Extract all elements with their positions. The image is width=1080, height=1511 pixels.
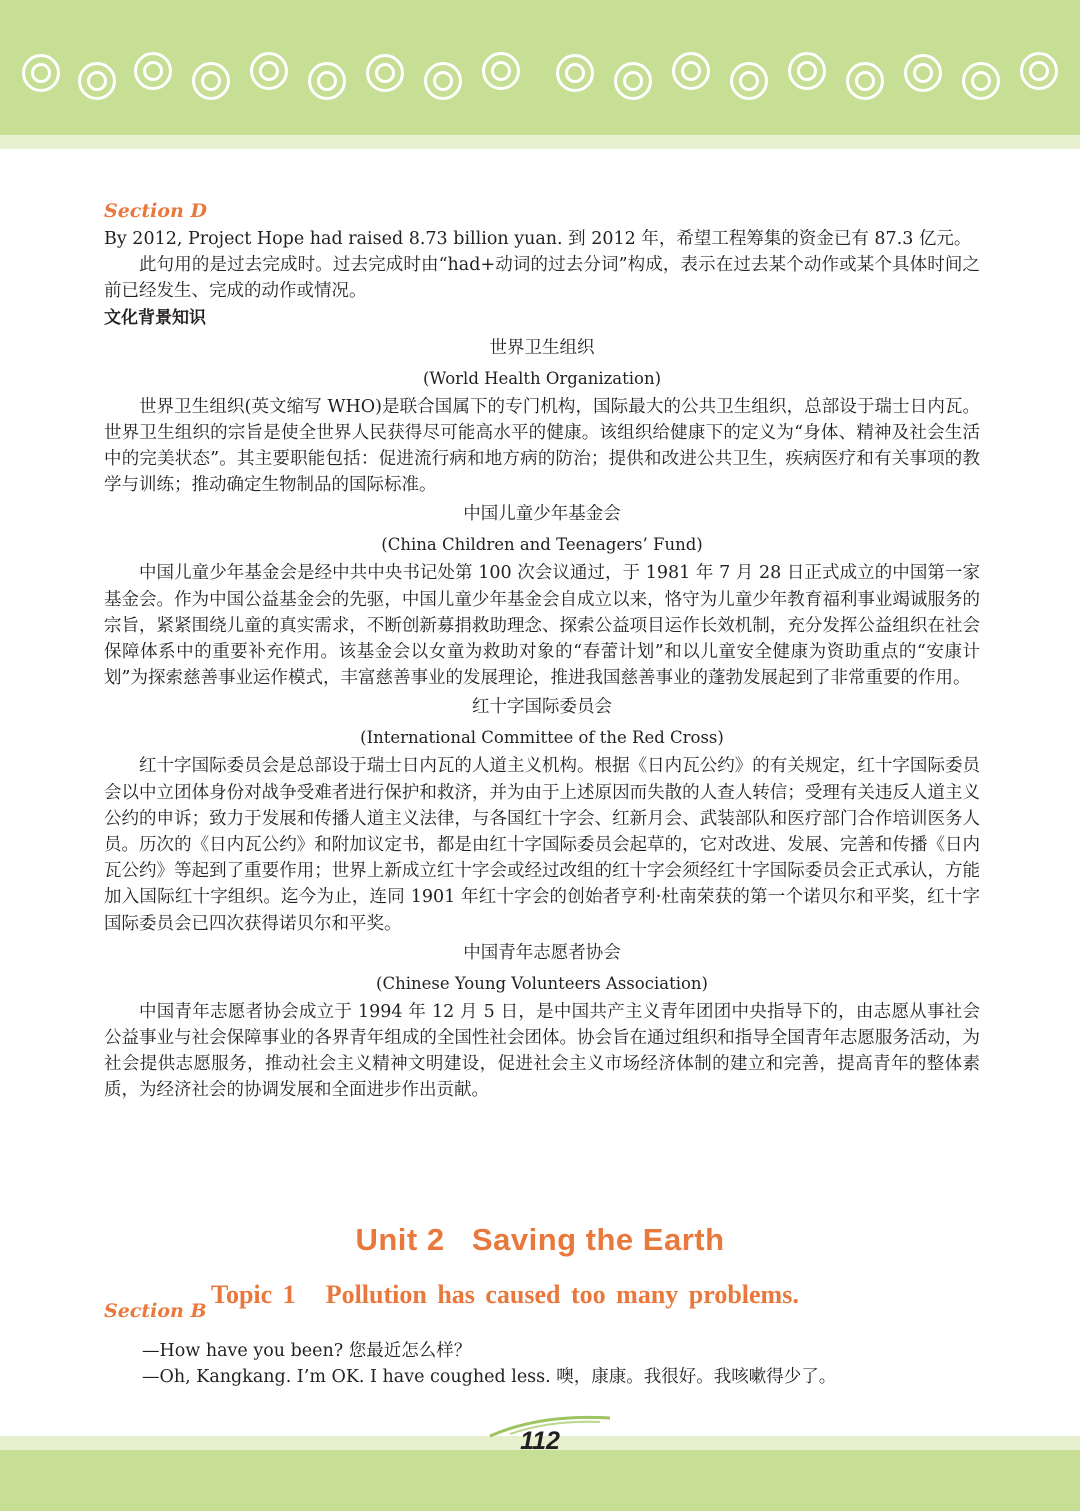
ring-decoration-icon xyxy=(904,54,942,92)
topic-title xyxy=(211,1280,799,1310)
org-title-who: 世界卫生组织 xyxy=(489,337,595,358)
ring-decoration-icon xyxy=(482,52,520,90)
org-en-cctf: (China Children and Teenagers’ Fund) xyxy=(381,535,703,555)
ring-decoration-icon xyxy=(1020,52,1058,90)
org-body-cyva: 中国青年志愿者协会成立于 1994 年 12 月 5 日，是中国共产主义青年团团中央指导下的，由志愿从事社会公益事业与社会保障事业的各界青年组成的全国性社会团体。协会旨在通过组织和指导全国青年志愿服务活动，为社会提供志愿服务，推动社会主义精神文明建设，促进社会主义市场经济体制的建立和完善，提高青年的整体素质，为经济社会的协调发展和全面进步作出贡献。 xyxy=(104,1001,980,1101)
topic-label: Topic 1 xyxy=(211,1280,296,1309)
org-title-icrc: 红十字国际委员会 xyxy=(472,697,612,718)
ring-decoration-icon xyxy=(424,62,462,100)
top-banner xyxy=(0,0,1080,135)
org-en-icrc: (International Committee of the Red Cross) xyxy=(360,728,724,748)
section-d-explanation: 此句用的是过去完成时。过去完成时由“had+动词的过去分词”构成，表示在过去某个动作或某个具体时间之前已经发生、完成的动作或情况。 xyxy=(104,255,980,302)
org-en-cyva: (Chinese Young Volunteers Association) xyxy=(376,973,708,993)
org-body-who: 世界卫生组织(英文缩写 WHO)是联合国属下的专门机构，国际最大的公共卫生组织，总部设于瑞士日内瓦。世界卫生组织的宗旨是使全世界人民获得尽可能高水平的健康。该组织给健康下的定义为“身体、精神及社会生活中的完美状态”。其主要职能包括：促进流行病和地方病的防治；提供和改进公共卫生，疾病医疗和有关事项的教学与训练；推动确定生物制品的国际标准。 xyxy=(104,396,980,496)
ring-decoration-icon xyxy=(962,62,1000,100)
org-body-cctf: 中国儿童少年基金会是经中共中央书记处第 100 次会议通过，于 1981 年 7 月 28 日正式成立的中国第一家基金会。作为中国公益基金会的先驱，中国儿童少年基金会自成立以来，恪守为儿童少年教育福利事业竭诚服务的宗旨，紧紧围绕儿童的真实需求，不断创新募捐救助理念、探索公益项目运作长效机制，充分发挥公益组织在社会保障体系中的重要补充作用。该基金会以女童为救助对象的“春蕾计划”和以儿童安全健康为资助重点的“安康计划”为探索慈善事业运作模式，丰富慈善事业的发展理论，推进我国慈善事业的蓬勃发展起到了非常重要的作用。 xyxy=(104,563,980,689)
ring-decoration-icon xyxy=(556,54,594,92)
org-en-who: (World Health Organization) xyxy=(422,368,662,388)
ring-decoration-icon xyxy=(614,62,652,100)
ring-decoration-icon xyxy=(846,62,884,100)
section-b-heading: Section B xyxy=(104,1300,207,1322)
dialog-line: —How have you been? 您最近怎么样？ xyxy=(142,1341,472,1361)
ring-decoration-icon xyxy=(22,54,60,92)
section-d-sentence: By 2012, Project Hope had raised 8.73 billion yuan. 到 2012 年，希望工程筹集的资金已有 87.3 亿元。 xyxy=(104,229,972,249)
ring-decoration-icon xyxy=(78,62,116,100)
ring-decoration-icon xyxy=(250,52,288,90)
ring-decoration-icon xyxy=(788,52,826,90)
ring-decoration-icon xyxy=(192,62,230,100)
main-content xyxy=(104,196,980,1104)
org-title-cctf: 中国儿童少年基金会 xyxy=(463,504,621,525)
org-body-icrc: 红十字国际委员会是总部设于瑞士日内瓦的人道主义机构。根据《日内瓦公约》的有关规定，红十字国际委员会以中立团体身份对战争受难者进行保护和救济，并为由于上述原因而失散的人查人转信；受理有关违反人道主义公约的申诉；致力于发展和传播人道主义法律，与各国红十字会、红新月会、武装部队和医疗部门合作培训医务人员。历次的《日内瓦公约》和附加议定书，都是由红十字国际委员会起草的，它对改进、发展、完善和传播《日内瓦公约》等起到了重要作用；世界上新成立红十字会或经过改组的红十字会须经红十字国际委员会正式承认，方能加入国际红十字组织。迄今为止，连同 1901 年红十字会的创始者亨利·杜南荣获的第一个诺贝尔和平奖，红十字国际委员会已四次获得诺贝尔和平奖。 xyxy=(104,756,980,934)
ring-decoration-icon xyxy=(672,52,710,90)
top-stripe xyxy=(0,135,1080,149)
dialog-line: —Oh, Kangkang. I’m OK. I have coughed less. 噢，康康。我很好。我咳嗽得少了。 xyxy=(142,1367,837,1387)
section-d-heading: Section D xyxy=(104,200,207,222)
page-number: 112 xyxy=(520,1427,560,1455)
culture-heading: 文化背景知识 xyxy=(104,307,206,328)
topic-text: Pollution has caused too many problems. xyxy=(325,1280,799,1309)
org-title-cyva: 中国青年志愿者协会 xyxy=(463,942,621,963)
unit-title: Unit 2 Saving the Earth xyxy=(355,1222,725,1257)
dialog-block xyxy=(142,1338,982,1390)
ring-decoration-icon xyxy=(730,62,768,100)
ring-decoration-icon xyxy=(308,62,346,100)
ring-decoration-icon xyxy=(366,54,404,92)
ring-decoration-icon xyxy=(134,52,172,90)
